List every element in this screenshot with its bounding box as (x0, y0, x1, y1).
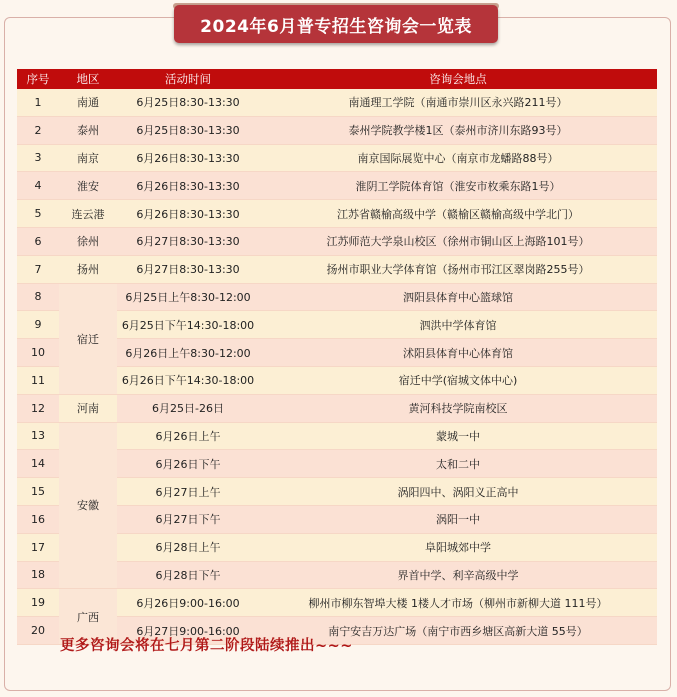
table-row (17, 227, 657, 255)
cell-place: 扬州市职业大学体育馆（扬州市邗江区翠岗路255号） (259, 255, 657, 283)
header-place: 咨询会地点 (259, 69, 657, 89)
cell-no: 6 (17, 227, 59, 255)
cell-region: 安徽 (59, 422, 117, 589)
cell-no: 10 (17, 339, 59, 367)
cell-no: 17 (17, 533, 59, 561)
cell-place: 南通理工学院（南通市崇川区永兴路211号） (259, 89, 657, 116)
cell-time: 6月27日8:30-13:30 (117, 227, 259, 255)
cell-no: 15 (17, 478, 59, 506)
table-row (17, 116, 657, 144)
cell-time: 6月25日8:30-13:30 (117, 116, 259, 144)
cell-place: 泗洪中学体育馆 (259, 311, 657, 339)
cell-region: 淮安 (59, 172, 117, 200)
cell-place: 泰州学院教学楼1区（泰州市济川东路93号） (259, 116, 657, 144)
cell-time: 6月28日上午 (117, 533, 259, 561)
cell-place: 南京国际展览中心（南京市龙蟠路88号） (259, 144, 657, 172)
cell-time: 6月25日-26日 (117, 394, 259, 422)
table-row (17, 283, 657, 311)
cell-time: 6月25日下午14:30-18:00 (117, 311, 259, 339)
cell-place: 蒙城一中 (259, 422, 657, 450)
cell-no: 16 (17, 505, 59, 533)
table-row (17, 144, 657, 172)
cell-region: 河南 (59, 394, 117, 422)
cell-region: 南京 (59, 144, 117, 172)
cell-no: 11 (17, 366, 59, 394)
cell-time: 6月26日8:30-13:30 (117, 144, 259, 172)
cell-no: 9 (17, 311, 59, 339)
cell-no: 7 (17, 255, 59, 283)
cell-region: 宿迁 (59, 283, 117, 394)
cell-no: 20 (17, 617, 59, 645)
table-row (17, 172, 657, 200)
cell-time: 6月25日8:30-13:30 (117, 89, 259, 116)
consultation-table (17, 69, 657, 645)
header-no: 序号 (17, 69, 59, 89)
table-header (17, 69, 657, 89)
cell-no: 19 (17, 589, 59, 617)
cell-place: 淮阴工学院体育馆（淮安市枚乘东路1号） (259, 172, 657, 200)
cell-place: 阜阳城郊中学 (259, 533, 657, 561)
cell-no: 2 (17, 116, 59, 144)
cell-place: 江苏省赣榆高级中学（赣榆区赣榆高级中学北门） (259, 200, 657, 228)
cell-place: 黄河科技学院南校区 (259, 394, 657, 422)
cell-time: 6月28日下午 (117, 561, 259, 589)
cell-place: 泗阳县体育中心篮球馆 (259, 283, 657, 311)
cell-time: 6月27日下午 (117, 505, 259, 533)
cell-region: 连云港 (59, 200, 117, 228)
cell-time: 6月26日下午14:30-18:00 (117, 366, 259, 394)
cell-time: 6月27日8:30-13:30 (117, 255, 259, 283)
cell-place: 涡阳一中 (259, 505, 657, 533)
cell-time: 6月26日8:30-13:30 (117, 200, 259, 228)
cell-time: 6月26日上午8:30-12:00 (117, 339, 259, 367)
cell-time: 6月25日上午8:30-12:00 (117, 283, 259, 311)
cell-time: 6月26日9:00-16:00 (117, 589, 259, 617)
header-time: 活动时间 (117, 69, 259, 89)
cell-region: 徐州 (59, 227, 117, 255)
cell-place: 沭阳县体育中心体育馆 (259, 339, 657, 367)
cell-place: 江苏师范大学泉山校区（徐州市铜山区上海路101号） (259, 227, 657, 255)
cell-time: 6月27日上午 (117, 478, 259, 506)
table-row (17, 255, 657, 283)
table-row (17, 89, 657, 116)
cell-place: 太和二中 (259, 450, 657, 478)
page-title: 2024年6月普专招生咨询会一览表 (200, 16, 472, 37)
footer-note: 更多咨询会将在七月第二阶段陆续推出~~~ (60, 638, 353, 654)
table-row (17, 200, 657, 228)
cell-no: 13 (17, 422, 59, 450)
cell-place: 南宁安吉万达广场（南宁市西乡塘区高新大道 55号） (259, 617, 657, 645)
cell-time: 6月26日下午 (117, 450, 259, 478)
header-region: 地区 (59, 69, 117, 89)
table-row (17, 422, 657, 450)
cell-place: 涡阳四中、涡阳义正高中 (259, 478, 657, 506)
cell-no: 5 (17, 200, 59, 228)
cell-no: 4 (17, 172, 59, 200)
cell-no: 3 (17, 144, 59, 172)
cell-region: 扬州 (59, 255, 117, 283)
cell-time: 6月26日上午 (117, 422, 259, 450)
cell-no: 12 (17, 394, 59, 422)
cell-no: 1 (17, 89, 59, 116)
title-banner (174, 5, 498, 43)
cell-no: 18 (17, 561, 59, 589)
cell-region: 广西 (59, 589, 117, 645)
cell-place: 界首中学、利辛高级中学 (259, 561, 657, 589)
table-row (17, 394, 657, 422)
cell-place: 柳州市柳东智埠大楼 1楼人才市场（柳州市新柳大道 111号） (259, 589, 657, 617)
cell-no: 8 (17, 283, 59, 311)
cell-region: 泰州 (59, 116, 117, 144)
table-row (17, 589, 657, 617)
cell-time: 6月27日9:00-16:00 (117, 617, 259, 645)
cell-region: 南通 (59, 89, 117, 116)
cell-time: 6月26日8:30-13:30 (117, 172, 259, 200)
cell-no: 14 (17, 450, 59, 478)
cell-place: 宿迁中学(宿城文体中心) (259, 366, 657, 394)
